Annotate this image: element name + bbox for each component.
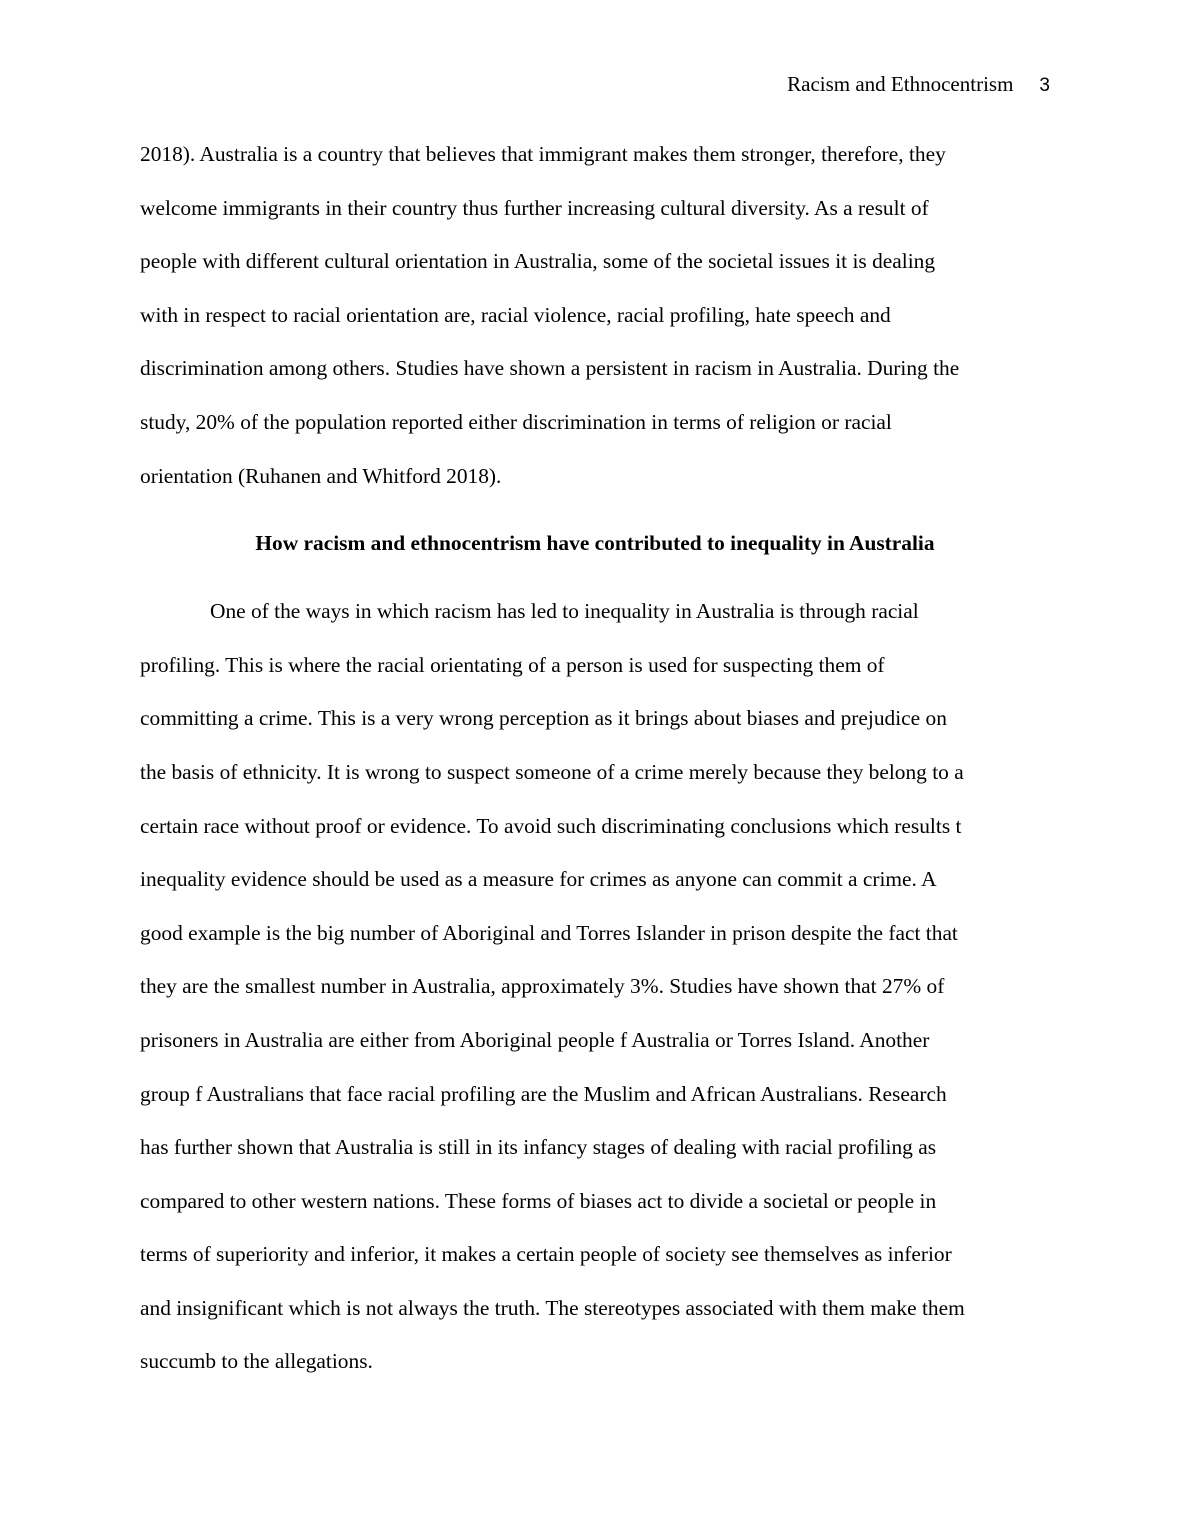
text-line: the basis of ethnicity. It is wrong to suspect someone of a crime merely because they belong to a	[140, 759, 964, 784]
text-line: discrimination among others. Studies have shown a persistent in racism in Australia. During the	[140, 356, 960, 381]
text-line: terms of superiority and inferior, it makes a certain people of society see themselves as inferior	[140, 1242, 952, 1267]
text-line: they are the smallest number in Australia, approximately 3%. Studies have shown that 27% of	[140, 974, 945, 999]
paragraph-racial-profiling	[140, 596, 1050, 1400]
text-line: and insignificant which is not always the truth. The stereotypes associated with them make them	[140, 1295, 965, 1320]
text-line: orientation (Ruhanen and Whitford 2018).	[140, 463, 502, 488]
page-header	[787, 70, 1050, 100]
text-line: inequality evidence should be used as a measure for crimes as anyone can commit a crime. A	[140, 867, 937, 892]
text-line: people with different cultural orientation in Australia, some of the societal issues it is dealing	[140, 249, 936, 274]
text-line: has further shown that Australia is still in its infancy stages of dealing with racial profiling as	[140, 1135, 937, 1160]
text-line: One of the ways in which racism has led to inequality in Australia is through racial	[210, 599, 919, 624]
section-heading: How racism and ethnocentrism have contributed to inequality in Australia	[255, 531, 935, 556]
document-body	[140, 139, 1050, 1400]
text-line: certain race without proof or evidence. To avoid such discriminating conclusions which results t	[140, 813, 962, 838]
page-number: 3	[1039, 75, 1050, 96]
text-line: compared to other western nations. These forms of biases act to divide a societal or people in	[140, 1188, 937, 1213]
text-line: group f Australians that face racial profiling are the Muslim and African Australians. Research	[140, 1081, 947, 1106]
running-head: Racism and Ethnocentrism	[787, 72, 1014, 96]
text-line: committing a crime. This is a very wrong perception as it brings about biases and prejudice on	[140, 706, 947, 731]
text-line: 2018). Australia is a country that believes that immigrant makes them stronger, therefore, they	[140, 142, 946, 166]
text-line: good example is the big number of Aboriginal and Torres Islander in prison despite the fact that	[140, 920, 958, 945]
text-line: study, 20% of the population reported either discrimination in terms of religion or racial	[140, 409, 892, 434]
text-line: profiling. This is where the racial orientating of a person is used for suspecting them of	[140, 652, 885, 677]
text-line: prisoners in Australia are either from Aboriginal people f Australia or Torres Island. Another	[140, 1027, 930, 1052]
text-line: welcome immigrants in their country thus further increasing cultural diversity. As a result of	[140, 195, 929, 220]
text-line: with in respect to racial orientation are, racial violence, racial profiling, hate speech and	[140, 302, 891, 327]
text-line: succumb to the allegations.	[140, 1349, 373, 1374]
paragraph-continuation	[140, 139, 1050, 514]
